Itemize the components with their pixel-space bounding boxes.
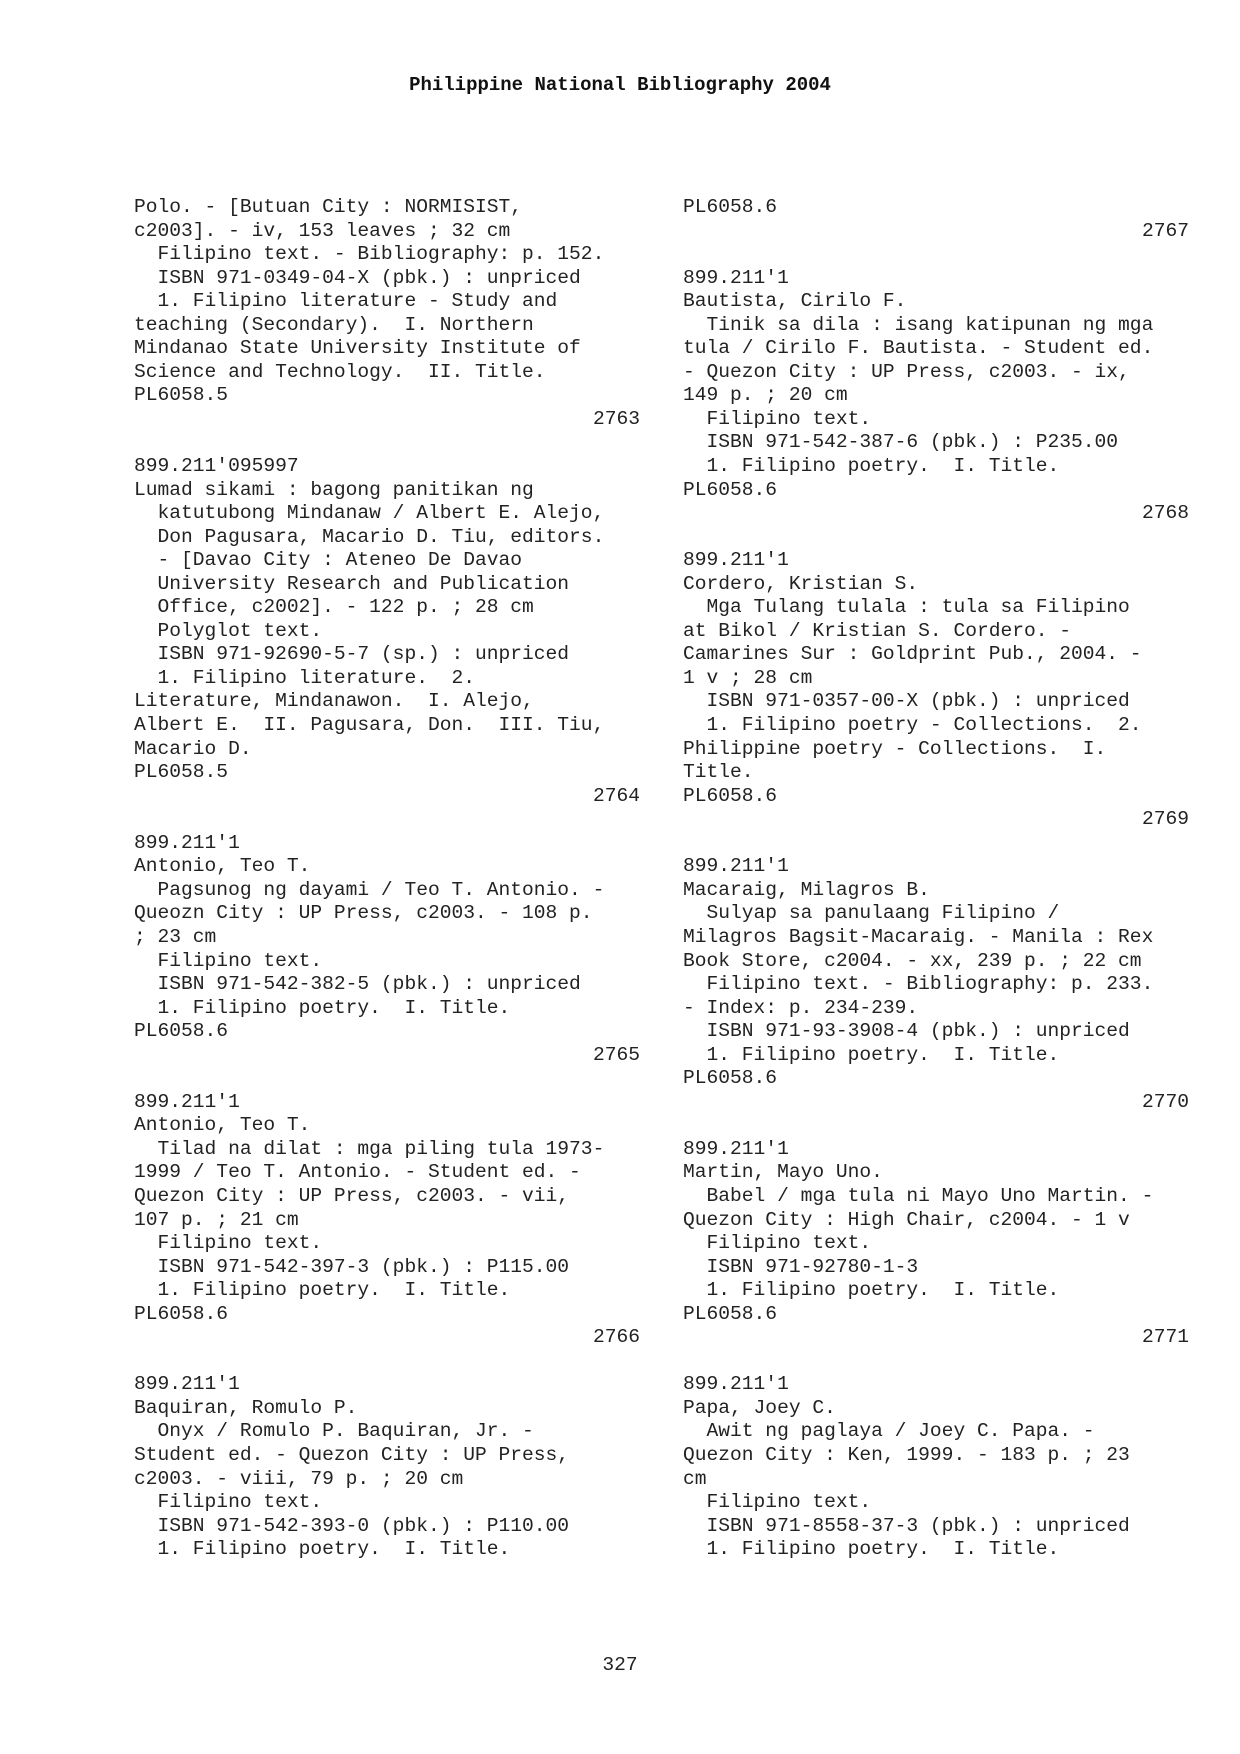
- text-line: PL6058.6: [683, 1302, 778, 1325]
- text-line: Awit ng paglaya / Joey C. Papa. -: [683, 1420, 1095, 1443]
- text-line: PL6058.6: [683, 784, 778, 807]
- text-line: Don Pagusara, Macario D. Tiu, editors.: [134, 525, 605, 548]
- text-line: Antonio, Teo T.: [134, 855, 311, 878]
- text-line: [683, 526, 1189, 550]
- text-line: Macaraig, Milagros B.: [683, 878, 930, 901]
- text-line: 1. Filipino literature - Study and: [134, 290, 558, 313]
- text-line: Book Store, c2004. - xx, 239 p. ; 22 cm: [683, 949, 1142, 972]
- text-line: 899.211'1: [134, 1090, 240, 1113]
- text-line: ISBN 971-0349-04-X (pbk.) : unpriced: [134, 266, 581, 289]
- text-line: PL6058.6: [683, 196, 778, 218]
- entry-number: 2765: [592, 1043, 640, 1066]
- text-line: 149 p. ; 20 cm: [683, 384, 848, 407]
- text-line: [683, 243, 1189, 267]
- entry-number: 2763: [592, 407, 640, 430]
- entry-number: 2771: [1141, 1326, 1189, 1349]
- text-line: ISBN 971-542-387-6 (pbk.) : P235.00: [683, 431, 1119, 454]
- text-line: ISBN 971-0357-00-X (pbk.) : unpriced: [683, 690, 1130, 713]
- text-line: 1. Filipino poetry. I. Title.: [134, 996, 511, 1019]
- text-line: Onyx / Romulo P. Baquiran, Jr. -: [134, 1420, 534, 1443]
- text-line: cm: [683, 1467, 707, 1490]
- text-line: 899.211'1: [134, 831, 240, 854]
- text-line: ISBN 971-542-382-5 (pbk.) : unpriced: [134, 973, 581, 996]
- text-line: 899.211'095997: [134, 455, 299, 478]
- text-line: Mindanao State University Institute of: [134, 337, 581, 360]
- text-line: [134, 431, 640, 455]
- text-line: University Research and Publication: [134, 572, 570, 595]
- text-line: 1 v ; 28 cm: [683, 666, 813, 689]
- text-line: [134, 808, 640, 832]
- text-line: Filipino text.: [683, 1232, 872, 1255]
- text-line: Bautista, Cirilo F.: [683, 290, 907, 313]
- text-line: Tilad na dilat : mga piling tula 1973-: [134, 1137, 605, 1160]
- text-line: tula / Cirilo F. Bautista. - Student ed.: [683, 337, 1154, 360]
- entry-number: 2770: [1141, 1090, 1189, 1113]
- text-line: ISBN 971-542-393-0 (pbk.) : P110.00: [134, 1514, 570, 1537]
- text-line: Mga Tulang tulala : tula sa Filipino: [683, 596, 1130, 619]
- text-line: Milagros Bagsit-Macaraig. - Manila : Rex: [683, 925, 1154, 948]
- text-line: 899.211'1: [683, 1137, 789, 1160]
- text-line: 1999 / Teo T. Antonio. - Student ed. -: [134, 1161, 581, 1184]
- text-line: 899.211'1: [134, 1373, 240, 1396]
- text-line: PL6058.5: [134, 761, 229, 784]
- text-line: - [Davao City : Ateneo De Davao: [134, 549, 523, 572]
- text-line: PL6058.5: [134, 384, 229, 407]
- text-line: at Bikol / Kristian S. Cordero. -: [683, 619, 1072, 642]
- text-line: Pagsunog ng dayami / Teo T. Antonio. -: [134, 878, 605, 901]
- text-line: 107 p. ; 21 cm: [134, 1208, 299, 1231]
- text-line: Philippine poetry - Collections. I.: [683, 737, 1107, 760]
- text-line: Office, c2002]. - 122 p. ; 28 cm: [134, 596, 534, 619]
- text-line: 1. Filipino poetry. I. Title.: [134, 1279, 511, 1302]
- text-line: Title.: [683, 761, 754, 784]
- text-line: Filipino text.: [683, 407, 872, 430]
- text-line: ISBN 971-92780-1-3: [683, 1255, 919, 1278]
- text-line: PL6058.6: [134, 1302, 229, 1325]
- text-line: Cordero, Kristian S.: [683, 572, 919, 595]
- text-line: [134, 1350, 640, 1374]
- text-line: 899.211'1: [683, 1373, 789, 1396]
- text-line: Baquiran, Romulo P.: [134, 1396, 358, 1419]
- entry-number: 2768: [1141, 502, 1189, 525]
- text-line: 899.211'1: [683, 549, 789, 572]
- text-line: Filipino text.: [134, 1491, 323, 1514]
- text-line: katutubong Mindanaw / Albert E. Alejo,: [134, 502, 605, 525]
- text-line: Queozn City : UP Press, c2003. - 108 p.: [134, 902, 593, 925]
- text-line: [134, 1067, 640, 1091]
- text-line: Martin, Mayo Uno.: [683, 1161, 883, 1184]
- text-line: Polo. - [Butuan City : NORMISIST,: [134, 196, 523, 218]
- entry-number: 2766: [592, 1326, 640, 1349]
- text-line: - Quezon City : UP Press, c2003. - ix,: [683, 360, 1130, 383]
- text-line: Albert E. II. Pagusara, Don. III. Tiu,: [134, 714, 605, 737]
- entry-number: 2764: [592, 784, 640, 807]
- text-line: 1. Filipino poetry. I. Title.: [683, 455, 1060, 478]
- text-line: Papa, Joey C.: [683, 1396, 836, 1419]
- text-line: Sulyap sa panulaang Filipino /: [683, 902, 1060, 925]
- text-line: Student ed. - Quezon City : UP Press,: [134, 1443, 570, 1466]
- text-line: Literature, Mindanawon. I. Alejo,: [134, 690, 534, 713]
- text-line: Tinik sa dila : isang katipunan ng mga: [683, 313, 1154, 336]
- entry-number: 2767: [1141, 219, 1189, 242]
- text-line: ISBN 971-8558-37-3 (pbk.) : unpriced: [683, 1514, 1130, 1537]
- text-line: [683, 1350, 1189, 1374]
- text-line: ; 23 cm: [134, 925, 217, 948]
- text-line: 899.211'1: [683, 855, 789, 878]
- text-line: Filipino text. - Bibliography: p. 233.: [683, 973, 1154, 996]
- page-number: 327: [602, 1654, 638, 1676]
- text-line: Antonio, Teo T.: [134, 1114, 311, 1137]
- text-line: ISBN 971-92690-5-7 (sp.) : unpriced: [134, 643, 570, 666]
- right-column: [683, 196, 1189, 1562]
- text-line: Quezon City : UP Press, c2003. - vii,: [134, 1184, 570, 1207]
- text-line: Science and Technology. II. Title.: [134, 360, 546, 383]
- text-line: [683, 1114, 1189, 1138]
- text-line: PL6058.6: [134, 1020, 229, 1043]
- entry-number: 2769: [1141, 808, 1189, 831]
- text-line: [683, 832, 1189, 856]
- text-line: - Index: p. 234-239.: [683, 996, 919, 1019]
- text-line: 1. Filipino poetry. I. Title.: [683, 1538, 1060, 1561]
- text-line: c2003. - viii, 79 p. ; 20 cm: [134, 1467, 464, 1490]
- text-line: Filipino text.: [683, 1491, 872, 1514]
- text-line: 1. Filipino poetry. I. Title.: [683, 1279, 1060, 1302]
- text-line: ISBN 971-542-397-3 (pbk.) : P115.00: [134, 1255, 570, 1278]
- text-line: PL6058.6: [683, 478, 778, 501]
- text-line: c2003]. - iv, 153 leaves ; 32 cm: [134, 219, 511, 242]
- text-line: 1. Filipino poetry. I. Title.: [683, 1043, 1060, 1066]
- text-line: Quezon City : High Chair, c2004. - 1 v: [683, 1208, 1130, 1231]
- text-line: PL6058.6: [683, 1067, 778, 1090]
- text-line: Filipino text.: [134, 1232, 323, 1255]
- text-line: Macario D.: [134, 737, 252, 760]
- text-line: 1. Filipino poetry. I. Title.: [134, 1538, 511, 1561]
- text-line: 1. Filipino literature. 2.: [134, 666, 475, 689]
- text-line: Filipino text.: [134, 949, 323, 972]
- text-line: Polyglot text.: [134, 619, 323, 642]
- text-line: ISBN 971-93-3908-4 (pbk.) : unpriced: [683, 1020, 1130, 1043]
- text-line: teaching (Secondary). I. Northern: [134, 313, 534, 336]
- text-line: Filipino text. - Bibliography: p. 152.: [134, 243, 605, 266]
- text-line: 1. Filipino poetry - Collections. 2.: [683, 714, 1142, 737]
- text-line: 899.211'1: [683, 266, 789, 289]
- text-line: Camarines Sur : Goldprint Pub., 2004. -: [683, 643, 1142, 666]
- text-line: Babel / mga tula ni Mayo Uno Martin. -: [683, 1184, 1154, 1207]
- page-title: Philippine National Bibliography 2004: [409, 74, 831, 96]
- left-column: [134, 196, 640, 1562]
- text-line: Lumad sikami : bagong panitikan ng: [134, 478, 534, 501]
- text-line: Quezon City : Ken, 1999. - 183 p. ; 23: [683, 1443, 1130, 1466]
